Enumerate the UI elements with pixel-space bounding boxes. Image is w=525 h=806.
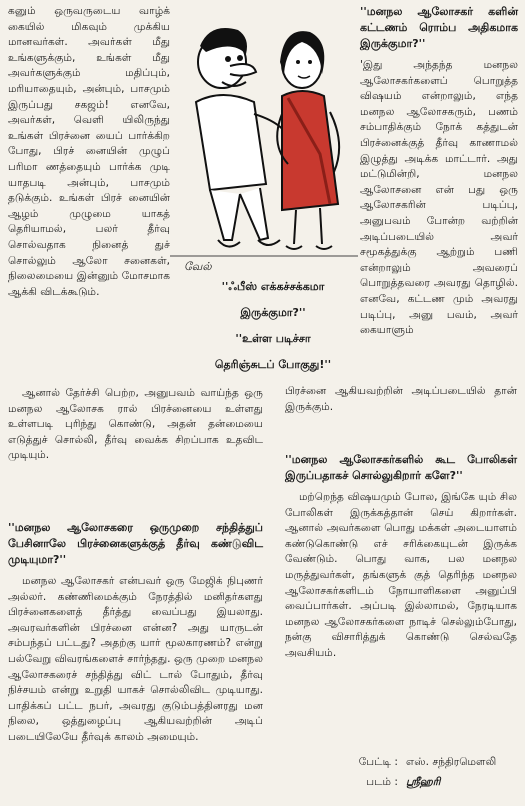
caption-line-2: இருக்குமா?'' xyxy=(240,306,306,319)
caption-line-1: ''ஃபீஸ் எக்கச்சக்கமா xyxy=(221,280,325,293)
article-column-left-bottom xyxy=(8,520,263,752)
credits xyxy=(288,752,518,792)
interview-credit xyxy=(288,752,518,772)
paragraph-expert-help: ஆனால் தேர்ச்சி பெற்ற, அனுபவம் வாய்ந்த ஒரு மனநல ஆலோசக ரால் பிரச்னையை உள்ளது உள்ளபடி புரிந்து கொண்டு, அதன் தன்மையை எடுத்துச் சொல்லி, தீர்வு வைக்க சிறப்பாக உதவிட முடியும். xyxy=(8,387,263,462)
cartoon-caption xyxy=(188,278,358,382)
question-fake-counselors: ''மனநல ஆலோசகர்களில் கூட போலிகள் இருப்பதாகச் சொல்லுகிறார் களே?'' xyxy=(285,453,517,482)
caption-line-4: தெரிஞ்சுடப் போகுது!'' xyxy=(214,358,332,371)
paragraph-intro: கனும் ஒருவருடைய வாழ்க் கையில் மிகவும் முக்கிய மானவர்கள். அவர்கள் மீது உங்களுக்கும், உங்கள் மீது அவர்களுக்கும் மதிப்பும், மரியாதையும், அன்பும், பாசமும் இருப்பது சகஜம்! எனவே, அவர்கள், வெளி யிலிருந்து உங்கள் பிரச்னை யைப் பார்க்கிற போது, பிரச் னையின் முழுப் பரிமா ணத்தையும் பார்க்க முடி யாதபடி அன்பும், பாசமும் தடுக்கும். உங்கள் பிரச் னையின் ஆழம் முழுமை யாகத் தெரியாமல், பலர் தீர்வு சொல்வதாக நினைத் துச் சொல்லும் ஆலோ சனைகள், நிலைமையை இன்னும் மோசமாக ஆக்கி விடக்கூடும். xyxy=(8,5,170,298)
article-column-left-middle xyxy=(8,386,263,470)
caption-line-3: ''உள்ள படிச்சா xyxy=(235,332,311,345)
article-column-left-top xyxy=(8,4,170,306)
answer-fees-continued: பிரச்னை ஆகியவற்றின் அடிப்படையில் தான் இருக்கும். xyxy=(285,385,517,413)
answer-fees: 'இது அந்தந்த மனநல ஆலோசகர்களைப் பொறுத்த விஷயம் என்றாலும், எந்த மனநல ஆலோசகரும், பணம் சம்பாதிக்கும் நோக் கத்துடன் பிரச்னைக்குத் தீர்வு காணாமல் இழுத்து அடிக்க மாட்டார். அது மட்டுமின்றி, மனநல ஆலோசனை என் பது ஒரு ஆலோசகரின் படிப்பு, அனுபவம் போன்ற வற்றின் அடிப்படையில் அவர் சமூகத்துக்கு ஆற்றும் பணி என்றாலும் அவரைப் பொறுத்தவரை அவரது தொழில். எனவே, கட்டண மும் அவரது படிப்பு, அனு பவம், அவர் கையாளும் xyxy=(360,59,518,337)
photo-credit xyxy=(288,772,518,792)
article-column-right-top xyxy=(360,4,518,345)
answer-one-visit: மனநல ஆலோசகர் என்பவர் ஒரு மேஜிக் நிபுணர் அல்லர். கண்ணிமைக்கும் நேரத்தில் மனிதர்களது பிரச்னைகளைத் தீர்த்து வைப்பது இயலாது. அவரவர்களின் பிரச்னை என்ன? அது யாருடன் சம்பந்தப் பட்டது? அதற்கு யார் மூலகாரணம்? என்று பல்வேறு விவரங்களைச் சார்ந்தது. ஒரு முறை மனநல ஆலோசகரைச் சந்தித்து விட் டால் போதும், தீர்வு நிச்சயம் என்று உறுதி யாகச் சொல்லிவிட முடியாது. பாதிக்கப் பட்ட நபர், அவரது குடும்பத்தினரது மன நிலை, ஒத்துழைப்பு ஆகியவற்றின் அடிப் படையிலேயே தீர்வுக் காலம் அமையும். xyxy=(8,575,263,743)
photo-label: படம் : xyxy=(366,776,398,788)
cartoon-illustration xyxy=(170,4,358,276)
article-column-right-bottom xyxy=(285,452,517,668)
question-fees: ''மனநல ஆலோசகர் களின் கட்டணம் ரொம்ப அதிகமாக இருக்குமா?'' xyxy=(360,5,518,50)
interview-name: எஸ். சந்திரமௌலி xyxy=(406,756,497,768)
interview-label: பேட்டி : xyxy=(358,756,398,768)
answer-fake-counselors: மற்றெந்த விஷயமும் போல, இங்கே யும் சில போலிகள் இருக்கத்தான் செய் கிறார்கள். ஆனால் அவர்களை பொது மக்கள் அடையாளம் கண்டுகொண்டு எச் சரிக்கையுடன் இருக்க வேண்டும். பொது வாக, பல மனநல மருத்துவர்கள், தங்களுக் குத் தெரிந்த மனநல ஆலோசகர்களிடம் நோயாளிகளை அனுப்பி வைப்பார்கள். அப்படி இல்லாமல், நேரடியாக மனநல ஆலோசகர்களை நாடிச் செல்லும்போது, நன்கு விசாரித்துக் கொண்டு செல்வதே அவசியம். xyxy=(285,491,517,659)
question-one-visit: ''மனநல ஆலோசகரை ஒருமுறை சந்தித்துப் பேசினாலே பிரச்னைகளுக்குத் தீர்வு கண்டுவிட முடியுமா?'' xyxy=(8,521,263,566)
photo-name: ஸ்ரீஹரி xyxy=(406,776,441,788)
article-column-right-middle xyxy=(285,384,517,421)
cartoon-signature: வேல் xyxy=(184,260,212,273)
